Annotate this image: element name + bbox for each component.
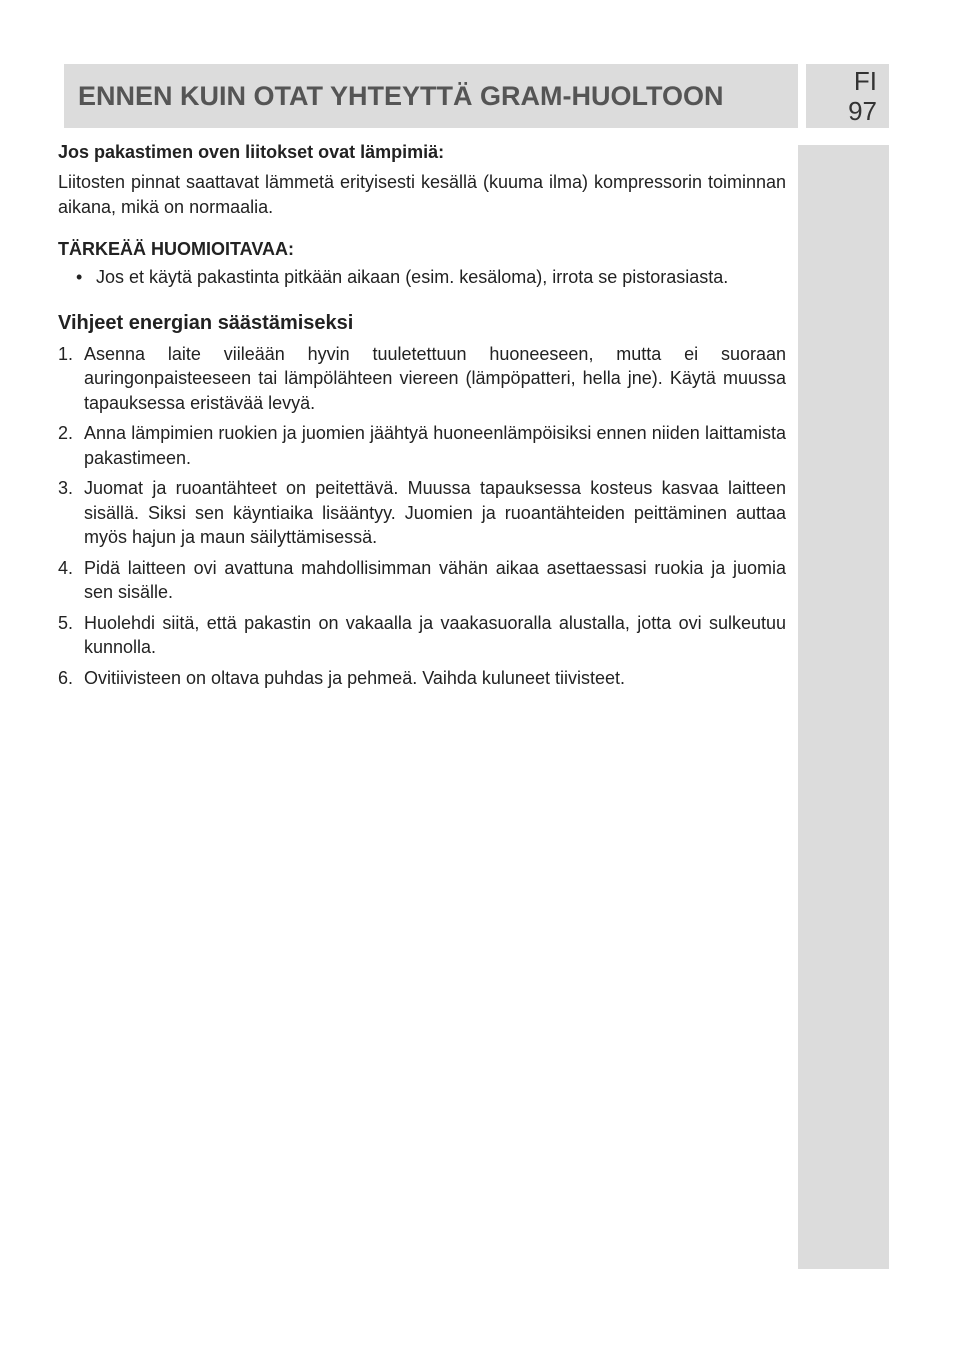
list-text: Anna lämpimien ruokien ja juomien jäähtyä huoneenlämpöisiksi ennen niiden laittamista pakastimeen. (84, 423, 786, 468)
list-text: Asenna laite viileään hyvin tuuletettuun huoneeseen, mutta ei suoraan auringonpaisteeseen tai lämpölähteen viereen (lämpöpatteri, hella jne). Käytä muussa tapauksessa eristävää levyä. (84, 343, 786, 413)
main-content (58, 140, 786, 690)
list-number: 4. (58, 557, 74, 578)
list-number: 6. (58, 667, 74, 688)
list-number: 5. (58, 612, 74, 633)
list-item (58, 342, 786, 416)
list-item (58, 476, 786, 550)
list-number: 2. (58, 423, 74, 443)
bullet-text: Jos et käytä pakastinta pitkään aikaan (esim. kesäloma), irrota se pistorasiasta. (96, 267, 729, 287)
section-heading-door-seals: Jos pakastimen oven liitokset ovat lämpimiä: (58, 142, 445, 162)
list-text: Huolehdi siitä, että pakastin on vakaalla ja vaakasuoralla alustalla, jotta ovi sulkeutuu kunnolla. (84, 612, 786, 657)
language-page-box (806, 64, 889, 128)
list-text: Pidä laitteen ovi avattuna mahdollisimman vähän aikaa asettaessasi ruokia ja juomia sen sisälle. (84, 557, 786, 602)
list-text: Juomat ja ruoantähteet on peitettävä. Muussa tapauksessa kosteus kasvaa laitteen sisällä. Siksi sen käyntiaika lisääntyy. Juomien ja ruoantähteiden peittäminen auttaa myös hajun ja maun säilyttämisessä. (84, 478, 786, 547)
bullet-mark: • (76, 267, 83, 287)
header-bar (64, 64, 798, 128)
tips-title: Vihjeet energian säästämiseksi (58, 311, 354, 334)
side-strip (798, 145, 889, 1269)
list-item (58, 421, 786, 470)
list-number: 3. (58, 478, 74, 498)
page-number: 97 (848, 96, 877, 126)
list-item (58, 556, 786, 605)
list-item (58, 611, 786, 660)
notice-heading: TÄRKEÄÄ HUOMIOITAVAA: (58, 239, 294, 259)
section-text-door-seals: Liitosten pinnat saattavat lämmetä erityisesti kesällä (kuuma ilma) kompressorin toiminnan aikana, mikä on normaalia. (58, 172, 786, 217)
list-text: Ovitiivisteen on oltava puhdas ja pehmeä. Vaihda kuluneet tiivisteet. (84, 667, 625, 688)
list-item (58, 666, 786, 691)
list-item (58, 265, 786, 290)
list-number: 1. (58, 343, 74, 364)
language-code: FI (853, 66, 877, 96)
page-title: ENNEN KUIN OTAT YHTEYTTÄ GRAM-HUOLTOON (78, 81, 724, 111)
